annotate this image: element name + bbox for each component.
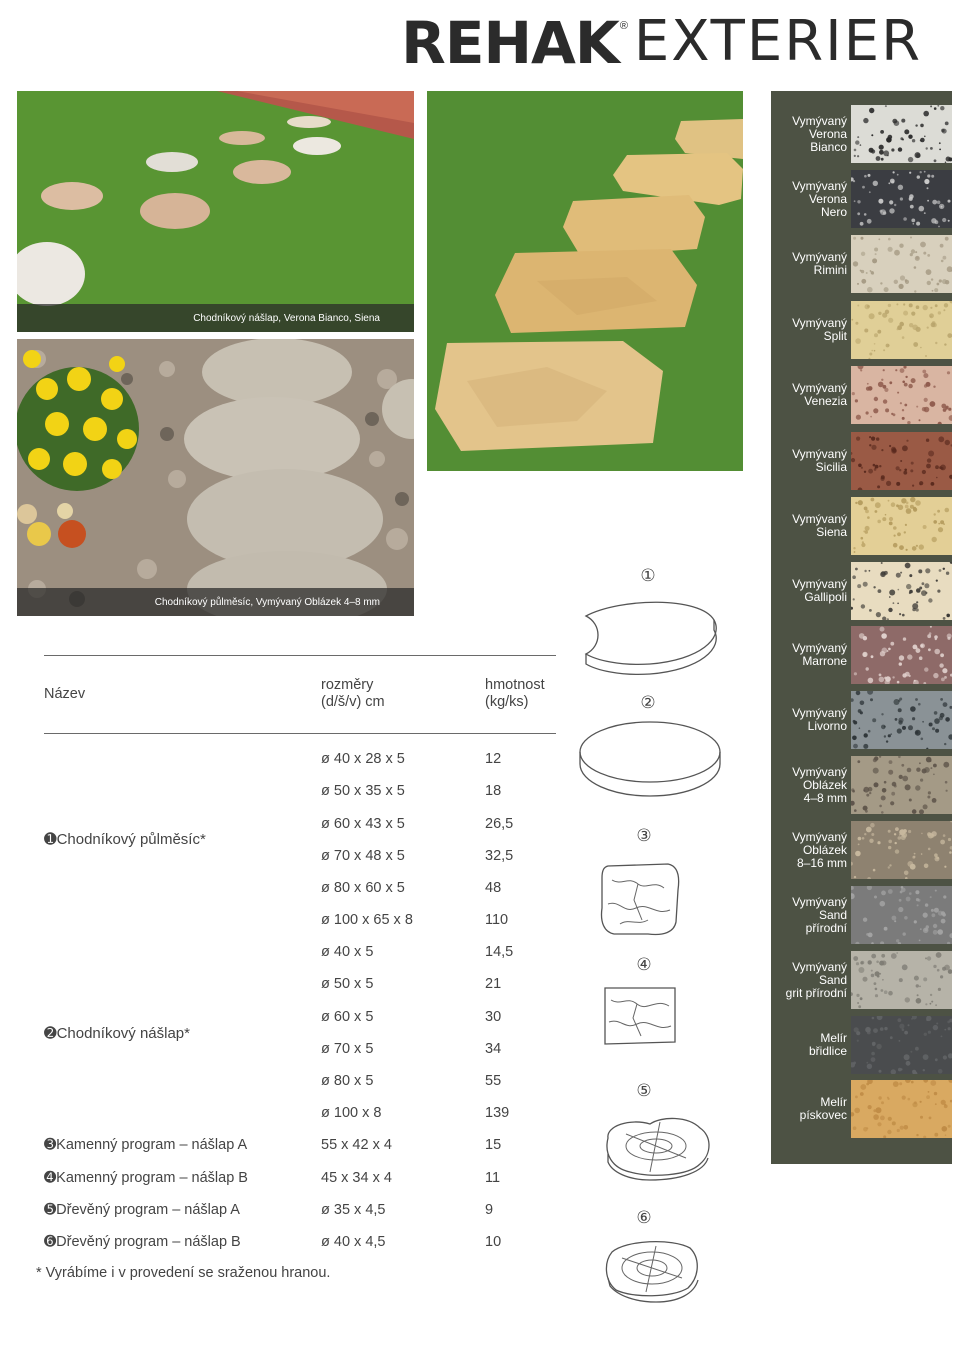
diagram-number-5: ⑤	[636, 1081, 652, 1100]
cell-weight: 10	[485, 1234, 502, 1250]
swatch-item	[771, 497, 952, 555]
stone-step-a-drawing	[598, 860, 682, 938]
swatch-texture	[851, 497, 952, 555]
swatch-label: Vymývaný Oblázek 8–16 mm	[792, 829, 847, 870]
swatch-label: Melír břidlice	[808, 1031, 847, 1058]
diagram-number-1: ①	[640, 566, 656, 585]
swatch-texture	[851, 951, 952, 1009]
cell-dims: ø 80 x 60 x 5	[321, 880, 405, 896]
swatch-label: Vymývaný Venezia	[792, 381, 847, 408]
swatch-label: Vymývaný Rimini	[792, 250, 847, 277]
photo1-caption: Chodníkový nášlap, Verona Bianco, Siena	[17, 304, 414, 332]
swatch-label: Vymývaný Sand přírodní	[792, 894, 847, 935]
swatch-label: Vymývaný Livorno	[792, 706, 847, 733]
swatch-item	[771, 170, 952, 228]
photo-lawn-round-steps	[17, 91, 414, 332]
swatch-label: Melír pískovec	[799, 1095, 847, 1122]
header-weight: hmotnost (kg/ks)	[485, 677, 545, 710]
swatch-texture	[851, 301, 952, 359]
cell-weight: 11	[485, 1170, 501, 1186]
cell-name: ➎Dřevěný program – nášlap A	[44, 1202, 240, 1218]
swatch-texture	[851, 105, 952, 163]
group-label: ➋Chodníkový nášlap*	[44, 1025, 190, 1042]
cell-weight: 34	[485, 1041, 502, 1057]
swatch-texture	[851, 366, 952, 424]
swatch-item	[771, 756, 952, 814]
cell-weight: 32,5	[485, 848, 514, 864]
diagram-number-6: ⑥	[636, 1208, 652, 1227]
swatch-label: Vymývaný Sicilia	[792, 447, 847, 474]
swatch-texture	[851, 235, 952, 293]
swatch-item	[771, 1080, 952, 1138]
swatch-item	[771, 235, 952, 293]
cell-name: ➍Kamenný program – nášlap B	[44, 1170, 248, 1186]
cell-weight: 48	[485, 880, 502, 896]
swatch-label: Vymývaný Gallipoli	[792, 577, 847, 604]
round-step-drawing	[576, 718, 724, 802]
wood-step-b-drawing	[602, 1236, 702, 1304]
swatch-label: Vymývaný Marrone	[792, 641, 847, 668]
logo-brand: REHAK	[401, 9, 619, 77]
cell-weight: 21	[485, 976, 502, 992]
swatch-texture	[851, 756, 952, 814]
swatch-label: Vymývaný Split	[792, 316, 847, 343]
cell-dims: ø 60 x 43 x 5	[321, 816, 405, 832]
cell-weight: 30	[485, 1009, 502, 1025]
swatch-item	[771, 951, 952, 1009]
cell-weight: 15	[485, 1137, 502, 1153]
swatch-item	[771, 691, 952, 749]
photo2-caption: Chodníkový půlměsíc, Vymývaný Oblázek 4–8 mm	[17, 588, 414, 616]
photo-sandstone-steps	[427, 91, 743, 471]
swatch-texture	[851, 886, 952, 944]
logo-sub: EXTERIER	[633, 9, 922, 74]
swatch-item	[771, 301, 952, 359]
swatch-texture	[851, 562, 952, 620]
logo-registered: ®	[619, 20, 628, 32]
group-label: ➊Chodníkový půlměsíc*	[44, 831, 206, 848]
halfmoon-step-drawing	[580, 598, 722, 684]
cell-dims: ø 70 x 5	[321, 1041, 374, 1057]
swatch-item	[771, 562, 952, 620]
swatch-label: Vymývaný Siena	[792, 512, 847, 539]
swatch-panel	[771, 91, 952, 1164]
swatch-item	[771, 432, 952, 490]
cell-dims: ø 40 x 5	[321, 944, 374, 960]
swatch-item	[771, 886, 952, 944]
cell-weight: 139	[485, 1105, 510, 1121]
table-top-rule	[44, 655, 556, 656]
footnote: * Vyrábíme i v provedení se sraženou hranou.	[36, 1265, 331, 1281]
cell-dims: ø 80 x 5	[321, 1073, 374, 1089]
cell-name: ➌Kamenný program – nášlap A	[44, 1137, 248, 1153]
cell-name: ➏Dřevěný program – nášlap B	[44, 1234, 241, 1250]
swatch-label: Vymývaný Verona Nero	[792, 178, 847, 219]
cell-dims: ø 70 x 48 x 5	[321, 848, 405, 864]
swatch-item	[771, 626, 952, 684]
cell-dims: ø 35 x 4,5	[321, 1202, 386, 1218]
cell-weight: 9	[485, 1202, 494, 1218]
cell-weight: 110	[485, 912, 509, 928]
stone-step-b-drawing	[601, 984, 679, 1048]
cell-dims: ø 50 x 5	[321, 976, 374, 992]
swatch-item	[771, 821, 952, 879]
photo-pebble-path	[17, 339, 414, 616]
diagram-number-3: ③	[636, 826, 652, 845]
table-header-rule	[44, 733, 556, 734]
swatch-texture	[851, 170, 952, 228]
cell-dims: ø 40 x 4,5	[321, 1234, 386, 1250]
wood-step-a-drawing	[600, 1114, 716, 1184]
swatch-item	[771, 105, 952, 163]
cell-weight: 12	[485, 751, 502, 767]
cell-weight: 18	[485, 783, 502, 799]
swatch-texture	[851, 626, 952, 684]
swatch-texture	[851, 1080, 952, 1138]
swatch-texture	[851, 1016, 952, 1074]
cell-dims: ø 100 x 65 x 8	[321, 912, 413, 928]
diagram-number-2: ②	[640, 693, 656, 712]
cell-dims: 45 x 34 x 4	[321, 1170, 392, 1186]
swatch-texture	[851, 691, 952, 749]
cell-dims: ø 60 x 5	[321, 1009, 374, 1025]
cell-dims: 55 x 42 x 4	[321, 1137, 392, 1153]
cell-weight: 26,5	[485, 816, 514, 832]
header-name: Název	[44, 686, 86, 702]
swatch-label: Vymývaný Sand grit přírodní	[785, 959, 847, 1000]
swatch-texture	[851, 432, 952, 490]
swatch-item	[771, 1016, 952, 1074]
diagram-number-4: ④	[636, 955, 652, 974]
swatch-label: Vymývaný Verona Bianco	[792, 113, 847, 154]
cell-weight: 55	[485, 1073, 502, 1089]
header-dims: rozměry (d/š/v) cm	[321, 677, 385, 710]
cell-weight: 14,5	[485, 944, 514, 960]
swatch-label: Vymývaný Oblázek 4–8 mm	[792, 764, 847, 805]
swatch-texture	[851, 821, 952, 879]
cell-dims: ø 100 x 8	[321, 1105, 382, 1121]
cell-dims: ø 50 x 35 x 5	[321, 783, 405, 799]
cell-dims: ø 40 x 28 x 5	[321, 751, 405, 767]
swatch-item	[771, 366, 952, 424]
brand-logo	[401, 9, 922, 77]
